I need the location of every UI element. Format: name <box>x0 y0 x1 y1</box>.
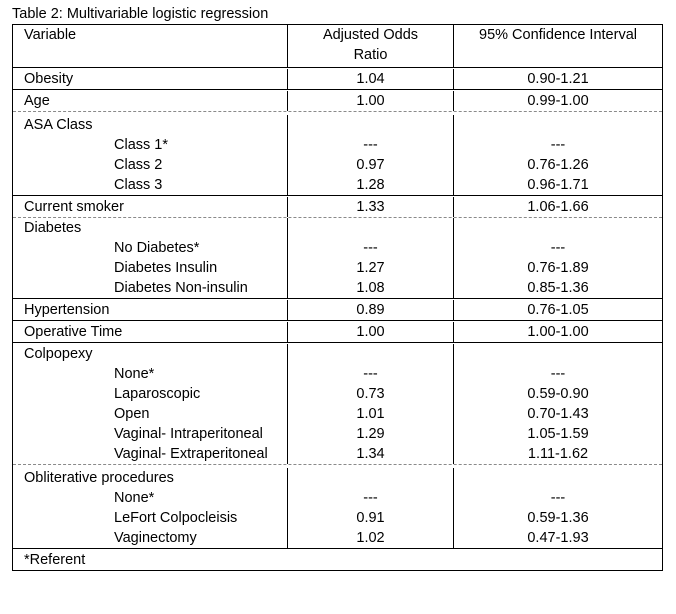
row-label: None* <box>114 366 155 382</box>
row-odds-ratio: 1.28 <box>356 177 385 193</box>
row-label: Vaginal- Extraperitoneal <box>114 446 268 462</box>
row-odds-ratio: 1.00 <box>288 91 454 111</box>
row-label: No Diabetes* <box>114 240 200 256</box>
row-ci: 0.76-1.89 <box>527 260 589 276</box>
row-label: Open <box>114 406 150 422</box>
row-odds-ratio: --- <box>363 137 378 153</box>
row-ci: --- <box>550 490 566 506</box>
row-label: Vaginal- Intraperitoneal <box>114 426 263 442</box>
row-ci: --- <box>550 366 566 382</box>
row-ci: 0.59-1.36 <box>527 510 589 526</box>
row-ci: 0.76-1.05 <box>527 302 589 318</box>
row-odds-ratio: 1.01 <box>356 406 385 422</box>
row-label: Vaginectomy <box>114 530 197 546</box>
table-footnote-row <box>13 549 662 570</box>
table-row <box>13 90 662 112</box>
row-ci: 0.70-1.43 <box>527 406 589 422</box>
row-label: Hypertension <box>13 300 288 320</box>
row-ci: 1.06-1.66 <box>527 199 589 215</box>
row-label: None* <box>114 490 155 506</box>
row-label: Class 1* <box>114 137 168 153</box>
row-odds-ratio: 1.02 <box>356 530 385 546</box>
footnote: *Referent <box>24 552 86 568</box>
row-ci: --- <box>550 240 566 256</box>
row-ci: 0.59-0.90 <box>527 386 589 402</box>
row-ci: 0.85-1.36 <box>527 280 589 296</box>
header-odds-line1: Adjusted Odds <box>322 27 419 43</box>
row-ci: 0.90-1.21 <box>527 71 589 87</box>
group-label: ASA Class <box>24 117 93 133</box>
table-group-diabetes <box>13 218 662 299</box>
row-ci: 1.05-1.59 <box>527 426 589 442</box>
row-odds-ratio: 1.00 <box>288 322 454 342</box>
header-variable: Variable <box>13 25 288 67</box>
table-caption: Table 2: Multivariable logistic regression <box>12 6 269 22</box>
row-ci: 1.00-1.00 <box>527 324 589 340</box>
row-label: Current smoker <box>13 197 288 217</box>
group-label: Diabetes <box>24 220 82 236</box>
row-label: Laparoscopic <box>114 386 201 402</box>
row-odds-ratio: 1.34 <box>356 446 385 462</box>
row-odds-ratio: --- <box>363 490 378 506</box>
row-label: LeFort Colpocleisis <box>114 510 238 526</box>
row-label: Age <box>13 91 288 111</box>
row-odds-ratio: --- <box>363 366 378 382</box>
row-label: Obesity <box>13 69 288 89</box>
row-ci: 0.47-1.93 <box>527 530 589 546</box>
row-ci: 0.96-1.71 <box>527 177 589 193</box>
table-group-obliterative <box>13 465 662 549</box>
header-ci: 95% Confidence Interval <box>479 27 637 43</box>
header-odds-ratio <box>288 25 454 67</box>
row-odds-ratio: 0.91 <box>356 510 385 526</box>
row-label: Diabetes Insulin <box>114 260 218 276</box>
row-label: Class 2 <box>114 157 163 173</box>
regression-table <box>12 24 663 571</box>
row-ci: 0.76-1.26 <box>527 157 589 173</box>
table-row <box>13 196 662 218</box>
table-row <box>13 68 662 90</box>
row-odds-ratio: --- <box>363 240 378 256</box>
row-odds-ratio: 0.73 <box>356 386 385 402</box>
row-label: Diabetes Non-insulin <box>114 280 248 296</box>
table-group-colpopexy <box>13 343 662 465</box>
row-label: Operative Time <box>13 322 288 342</box>
row-ci: --- <box>550 137 566 153</box>
table-row <box>13 321 662 343</box>
group-label: Colpopexy <box>24 346 93 362</box>
row-odds-ratio: 1.29 <box>356 426 385 442</box>
row-odds-ratio: 1.27 <box>356 260 385 276</box>
row-ci: 0.99-1.00 <box>527 93 589 109</box>
header-odds-line2: Ratio <box>353 47 388 63</box>
table-row <box>13 299 662 321</box>
table-header-row <box>13 25 662 68</box>
row-ci: 1.11-1.62 <box>527 446 589 462</box>
row-odds-ratio: 1.33 <box>288 197 454 217</box>
row-odds-ratio: 0.89 <box>288 300 454 320</box>
row-odds-ratio: 1.04 <box>288 69 454 89</box>
row-odds-ratio: 0.97 <box>356 157 385 173</box>
table-group-asa <box>13 112 662 196</box>
row-odds-ratio: 1.08 <box>356 280 385 296</box>
row-label: Class 3 <box>114 177 163 193</box>
group-label: Obliterative procedures <box>24 470 174 486</box>
